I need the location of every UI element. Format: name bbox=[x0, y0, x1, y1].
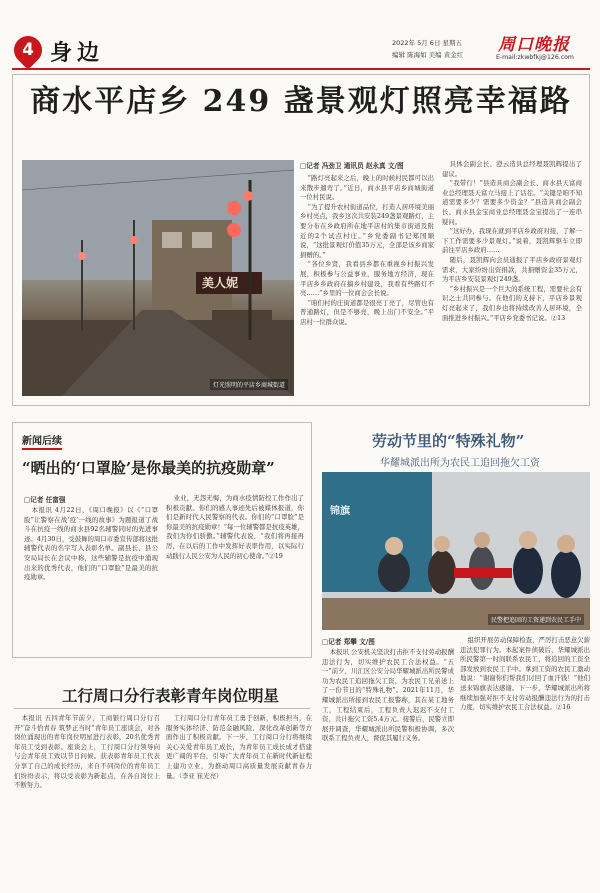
story2-byline: □记者 任富强 bbox=[24, 496, 66, 504]
lead-paragraph: “乡村振兴是一个巨大的系统工程，需要社会有识之士共同参与。在他们的支持下，平店乡景观灯亮起来了，我们乡也将持续改善人居环境，全面推进乡村振兴。”平店乡党委书记说。②13 bbox=[442, 284, 582, 322]
header-rule bbox=[12, 68, 590, 70]
lead-paragraph: “咱们村的庄街道都是很亮丁亮了，尽管也有普通路灯，但是不够亮，晚上出门不安全。”平店村一位群众说。 bbox=[300, 298, 434, 326]
lead-photo bbox=[22, 160, 294, 396]
shop-sign: 美人妮 bbox=[202, 276, 239, 290]
story2-column-1 bbox=[24, 506, 158, 650]
police-office-graphic bbox=[322, 472, 590, 630]
newspaper-logo: 周口晚报 bbox=[498, 35, 570, 55]
banner-text: 锦旗 bbox=[330, 506, 350, 517]
story4-headline: 工行周口分行表彰青年岗位明星 bbox=[62, 686, 280, 705]
story2-headline: “晒出的‘口罩脸’是你最美的抗疫勋章” bbox=[22, 459, 275, 477]
lead-column-2 bbox=[442, 160, 582, 396]
story3-paragraph: 组织开展劳动保障检查，严厉打击恶意欠薪违法犯罪行为。本起案件侦破后，华耀城派出所民警第一时间联系农民工，将追回的工资全部发放到农民工手中。拿到工资的农民工激动地说：“谢谢你们帮我们讨回了血汗钱！”他们送来锦旗表达感谢。下一步，华耀城派出所将继续加强对拒不支付劳动报酬违法行为的打击力度，切实维护农民工合法权益。②16 bbox=[460, 636, 590, 712]
story4-rule bbox=[14, 708, 310, 709]
lead-byline: □记者 冯劲卫 通讯员 赵永真 文/图 bbox=[300, 162, 404, 170]
story3-photo bbox=[322, 472, 590, 630]
page-number: 4 bbox=[22, 40, 34, 60]
lead-column-1 bbox=[300, 174, 434, 396]
story4-column-2 bbox=[166, 714, 312, 884]
lead-headline: 商水平店乡 249 盏景观灯照亮幸福路 bbox=[30, 84, 572, 119]
street-scene-graphic bbox=[22, 160, 294, 396]
story3-subhead: 华耀城派出所为农民工追回拖欠工资 bbox=[380, 458, 540, 469]
story3-column-2 bbox=[460, 636, 590, 884]
story3-photo-caption: 民警把追回的工资递到农民工手中 bbox=[488, 614, 584, 625]
story3-column-1 bbox=[322, 648, 454, 884]
story2-column-2 bbox=[166, 494, 304, 650]
contact-email: E-mail:zkwbfkj@126.com bbox=[496, 54, 574, 61]
story2-paragraph: 本报讯 4月22日，《周口晚报》以《“口罩脸”让警察在战‘疫’一线的故事》为题报道了战斗在抗疫一线的商水县92名辅警同时的先进事迹。4月30日，受鼓舞的周口市委宣传部将这批辅警代表的名字写入表彰名单。副县长、县公安局局长在会议中称，这些辅警是抗疫中涌现出来的优秀代表，他们的“口罩脸”是最美的抗疫勋章。 bbox=[24, 506, 158, 582]
lead-paragraph: “这好办，我现在就到平店乡政府对接，了解一下工作需要多少景观灯。”说着，聂凯辉驱车立即前往平店乡政府…… bbox=[442, 227, 582, 255]
lead-paragraph: 随后，聂凯辉向会员通报了平店乡政府景观灯需求，大家纷纷出资捐款，共捐赠资金35万元，为平店乡安装景观灯249盏。 bbox=[442, 255, 582, 284]
lead-paragraph: “我带行！”县造具商会副会长、商水县天富商业总经理聂天富立马接上了话茬。“关键是咱不知道需要多少？需要多少资金？”县造具商会副会长、商水县金宝商业总经理聂金宝提出了一连串疑问。 bbox=[442, 179, 582, 226]
lead-photo-caption: 灯光照明的平店乡商城街道 bbox=[210, 379, 288, 390]
story4-column-1 bbox=[14, 714, 160, 884]
editor-line: 编辑 陈海如 美编 黄金红 bbox=[392, 51, 464, 59]
story2-kicker: 新闻后续 bbox=[22, 432, 62, 450]
story3-byline: □记者 郑攀 文/图 bbox=[322, 638, 375, 646]
issue-date: 2022年 5月 6日 星期五 bbox=[392, 39, 463, 47]
section-title: 身边 bbox=[50, 40, 105, 66]
lead-paragraph: “为了提升农村街道品位，打造人居环境美丽乡村亮点，我乡这次共安装249盏景观路灯，主要分布在乡政府所在地平店村的集市街道及附近的2个试点村庄。”乡党委副书记郑国顺说，“这批景观灯价值35万元，全部是该乡商家捐赠的。” bbox=[300, 202, 434, 259]
story4-paragraph: 工行周口分行青年员工勇于创新，积极担当，在服务实体经济、防范金融风险、深化改革创新等方面作出了积极贡献。下一步，工行周口分行将继续关心关爱青年员工成长，为青年员工成长成才搭建更广阔的平台，引导广大青年员工在新时代新征程上建功立业，为推动周口高质量发展贡献青春力量。（李亚 崔光亮） bbox=[166, 714, 312, 780]
lead-paragraph: “路灯亮起来之后，晚上的时候村民都可以出来散步遛弯了。”近日，商水县平店乡商城街道一位村民说。 bbox=[300, 174, 434, 202]
lead-paragraph: 具体会副会长、澄云造具总经理聂凯辉提出了建议。 bbox=[442, 160, 582, 178]
story3-paragraph: 本报讯 公安机关坚决打击拒不支付劳动报酬违法行为，切实维护农民工合法权益。“五一”前夕，川汇区公安分局华耀城派出所民警成功为农民工追回拖欠工资，为农民工兄弟送上了一份节日的“特殊礼物”。2021年11月，华耀城派出所接到农民工报警称，其在某工地务工，工程结束后，工程负责人迟迟不支付工资，共计拖欠工资5.4万元。接警后，民警立即展开调查，华耀城派出所民警积极协调，多次联系工程负责人，督促其履行义务。 bbox=[322, 648, 454, 743]
lead-paragraph: “各位乡贤，我看县乡都在重视乡村振兴发展，积极参与公益事业，服务地方经济，现在平店乡乡政府在搞乡村建设，我看有些路灯不亮……”乡里的一位商会会长说。 bbox=[300, 260, 434, 298]
story3-headline: 劳动节里的“特殊礼物” bbox=[372, 432, 525, 450]
story2-paragraph: 业业，无怨无悔，为商水疫情防控工作作出了积极贡献。你们的感人事迹先后被媒体报道，你们是新时代人民警察的代表。你们的“口罩脸”是你最美的抗疫勋章！“每一位辅警都是抗疫英雄，我们为你们骄傲。”辅警代表说，“我们将再接再厉，在以后的工作中发挥好表率作用，以实际行动践行人民公安为人民的初心使命。”②19 bbox=[166, 494, 304, 560]
story4-paragraph: 本报讯 五四青年节前夕，工商银行周口分行召开“奋斗恰青春 筑梦正当时”青年员工座谈会，对各岗位涌现出的青年岗位明星进行表彰，20名优秀青年员工受到表彰。座谈会上，工行周口分行领导向与会青年员工致以节日问候。获表彰青年员工代表分享了自己的成长经历，来自不同岗位的青年员工们纷纷表示，将以受表彰为新起点，在各自岗位上不断努力。 bbox=[14, 714, 160, 790]
